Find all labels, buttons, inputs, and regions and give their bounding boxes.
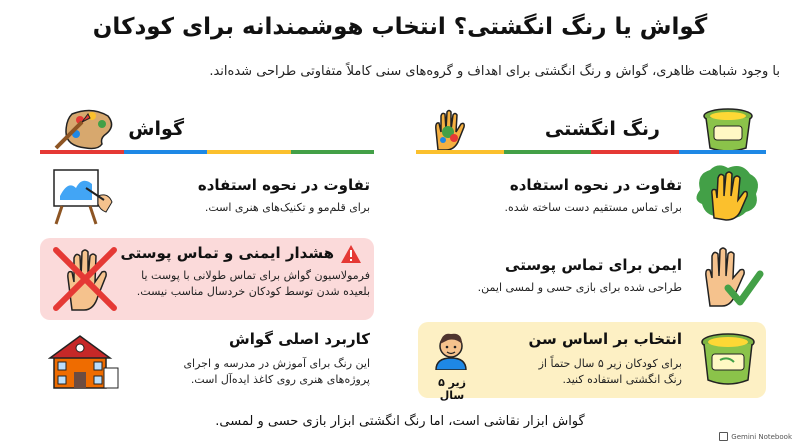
finger-safe-title: ایمن برای تماس پوستی: [505, 256, 682, 274]
notebook-icon: [719, 432, 728, 441]
finger-age-title: انتخاب بر اساس سن: [528, 330, 682, 348]
footer-summary: گواش ابزار نقاشی است، اما رنگ انگشتی ابزار بازی حسی و لمسی.: [215, 414, 585, 429]
gouache-heading: گواش: [128, 118, 184, 140]
warning-triangle-icon: [340, 244, 362, 264]
school-building-icon: [48, 330, 120, 394]
finger-age-text-line2: رنگ انگشتی استفاده کنید.: [562, 373, 682, 386]
gouache-usage-card: [130, 176, 370, 216]
page-subtitle: با وجود شباهت ظاهری، گواش و رنگ انگشتی برای اهداف و گروه‌های سنی کاملاً متفاوتی طراحی شده‌اند.: [209, 64, 780, 79]
crossed-hand-icon: [50, 244, 120, 314]
gouache-usage-text: برای قلم‌مو و تکنیک‌های هنری است.: [204, 201, 370, 214]
hand-checkmark-icon: [692, 244, 764, 310]
finger-safe-card: [442, 256, 682, 296]
easel-painting-icon: [46, 166, 118, 226]
gouache-warning-text-line2: بلعیده شدن توسط کودکان خردسال مناسب نیست.: [136, 285, 370, 298]
gouache-main-use-card: [130, 330, 370, 388]
finger-usage-card: [442, 176, 682, 216]
palette-brush-icon: [52, 104, 118, 152]
gouache-divider: [40, 150, 374, 154]
brand-watermark: [719, 432, 792, 441]
gouache-warning-text-line1: فرمولاسیون گواش برای تماس طولانی با پوست یا: [141, 269, 370, 282]
finger-usage-title: تفاوت در نحوه استفاده: [509, 176, 682, 194]
gouache-main-use-text-line2: پروژه‌های هنری روی کاغذ ایده‌آل است.: [190, 373, 370, 386]
page-title: گواش یا رنگ انگشتی؟ انتخاب هوشمندانه برای کودکان: [92, 14, 708, 40]
finger-safe-text: طراحی شده برای بازی حسی و لمسی ایمن.: [477, 281, 682, 294]
gouache-warning-text: [130, 268, 370, 300]
age-label: زیر ۵ سال: [438, 376, 466, 402]
finger-age-card: [462, 330, 682, 388]
paint-jar-icon: [698, 330, 758, 388]
gouache-warning-card: [114, 244, 334, 262]
hand-splash-icon: [692, 160, 764, 224]
gouache-main-use-text-line1: این رنگ برای آموزش در مدرسه و اجرای: [183, 357, 370, 370]
finger-age-text-line1: برای کودکان زیر ۵ سال حتماً از: [538, 357, 682, 370]
finger-paint-divider: [416, 150, 766, 154]
painted-hand-icon: [424, 108, 474, 152]
finger-usage-text: برای تماس مستقیم دست ساخته شده.: [504, 201, 682, 214]
paint-jar-icon: [700, 104, 756, 154]
gouache-usage-title: تفاوت در نحوه استفاده: [197, 176, 370, 194]
finger-paint-heading: رنگ انگشتی: [544, 118, 660, 140]
gouache-warning-title: هشدار ایمنی و تماس پوستی: [120, 244, 334, 262]
gouache-main-use-title: کاربرد اصلی گواش: [229, 330, 370, 348]
brand-label: Gemini Notebook: [731, 432, 792, 441]
